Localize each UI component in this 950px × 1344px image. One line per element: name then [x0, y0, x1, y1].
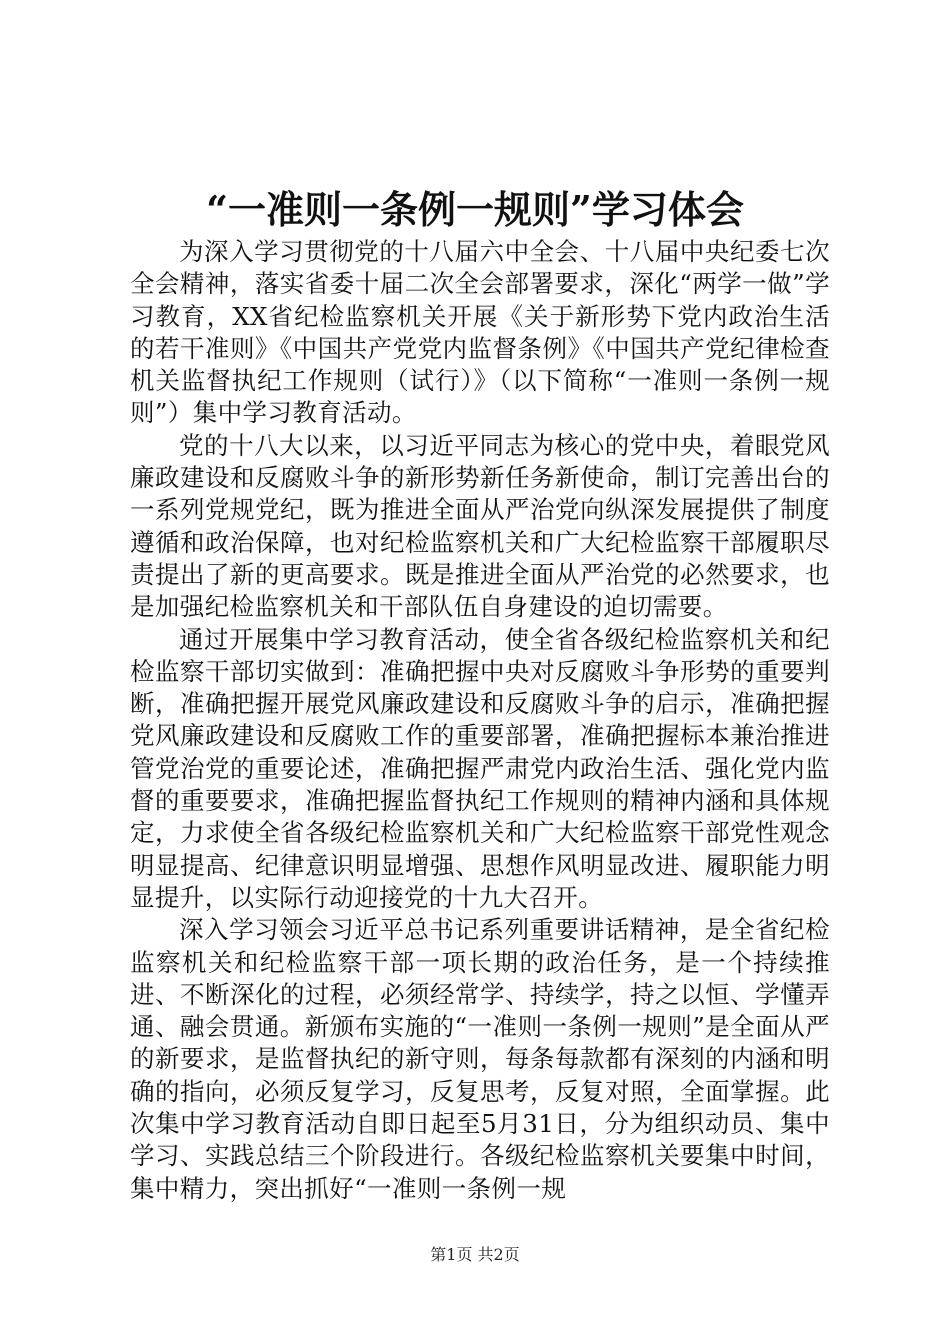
paragraph-3: 通过开展集中学习教育活动，使全省各级纪检监察机关和纪检监察干部切实做到：准确把握中央对反腐败斗争形势的重要判断，准确把握开展党风廉政建设和反腐败斗争的启示，准确把握党风廉政建设和反腐败工作的重要部署，准确把握标本兼治推进管党治党的重要论述，准确把握严肃党内政治生活、强化党内监督的重要要求，准确把握监督执纪工作规则的精神内涵和具体规定，力求使全省各级纪检监察机关和广大纪检监察干部党性观念明显提高、纪律意识明显增强、思想作风明显改进、履职能力明显提升，以实际行动迎接党的十九大召开。	[130, 624, 830, 912]
paragraph-2: 党的十八大以来，以习近平同志为核心的党中央，着眼党风廉政建设和反腐败斗争的新形势新任务新使命，制订完善出台的一系列党规党纪，既为推进全面从严治党向纵深发展提供了制度遵循和政治保障，也对纪检监察机关和广大纪检监察干部履职尽责提出了新的更高要求。既是推进全面从严治党的必然要求，也是加强纪检监察机关和干部队伍自身建设的迫切需要。	[130, 430, 830, 622]
paragraph-1: 为深入学习贯彻党的十八届六中全会、十八届中央纪委七次全会精神，落实省委十届二次全会部署要求，深化“两学一做”学习教育，XX省纪检监察机关开展《关于新形势下党内政治生活的若干准则》《中国共产党党内监督条例》《中国共产党纪律检查机关监督执纪工作规则（试行）》（以下简称“一准则一条例一规则”）集中学习教育活动。	[130, 237, 830, 428]
document-title: “一准则一条例一规则”学习体会	[206, 187, 744, 232]
page-number: 第1页 共2页	[430, 1245, 520, 1264]
paragraph-4: 深入学习领会习近平总书记系列重要讲话精神，是全省纪检监察机关和纪检监察干部一项长期的政治任务，是一个持续推进、不断深化的过程，必须经常学、持续学，持之以恒、学懂弄通、融会贯通。新颁布实施的“一准则一条例一规则”是全面从严的新要求，是监督执纪的新守则，每条每款都有深刻的内涵和明确的指向，必须反复学习，反复思考，反复对照，全面掌握。此次集中学习教育活动自即日起至5月31日，分为组织动员、集中学习、实践总结三个阶段进行。各级纪检监察机关要集中时间，集中精力，突出抓好“一准则一条例一规	[130, 915, 830, 1203]
document-body	[130, 236, 830, 1205]
